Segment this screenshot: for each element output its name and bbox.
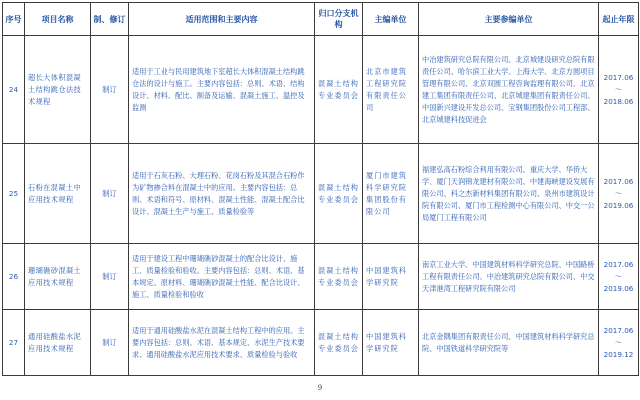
- row-scope: 适用于通用硅酸盐水泥在混凝土结构工程中的应用。主要内容包括：总则、术语、基本规定、水泥生产技术要求、通用硅酸盐水泥应用技术要求、质量检验与验收: [129, 310, 315, 376]
- table-row: [3, 144, 639, 244]
- header-row: [3, 3, 639, 36]
- period-start: 2017.06: [603, 72, 634, 82]
- standards-table: [2, 2, 639, 376]
- row-participants: 南京工业大学、中国建筑材料科学研究总院、中国路桥工程有限责任公司、中冶建筑研究总院有限公司、中交天津港湾工程研究院有限公司: [419, 244, 599, 310]
- row-name: 通用硅酸盐水泥应用技术规程: [25, 310, 91, 376]
- period-start: 2017.06: [603, 259, 634, 269]
- row-seq: 26: [3, 244, 25, 310]
- row-type: 制订: [91, 144, 129, 244]
- row-seq: 27: [3, 310, 25, 376]
- row-scope: 适用于石灰石粉、大理石粉、花岗石粉及其混合石粉作为矿物掺合料在混凝土中的应用。主要内容包括：总则、术语和符号、原材料、混凝土性能、混凝土配合比设计、混凝土生产与施工、质量检验等: [129, 144, 315, 244]
- table-row: [3, 310, 639, 376]
- row-period: [599, 36, 639, 144]
- period-end: 2019.06: [603, 283, 634, 293]
- header-type: 制、修订: [91, 3, 129, 36]
- row-participants: 福建弘高石粉综合利用有限公司、重庆大学、华侨大学、厦门天润锦龙建材有限公司、中建海峡建设发展有限公司、科之杰新材料集团有限公司、泉州市建筑设计院有限公司、厦门市工程检测中心有限公司、中交一公局厦门工程有限公司: [419, 144, 599, 244]
- row-name: 超长大体积混凝土结构跳仓法技术规程: [25, 36, 91, 144]
- row-editor: 中国建筑科学研究院: [363, 310, 419, 376]
- page-number: 9: [317, 384, 323, 392]
- row-participants: 中冶建筑研究总院有限公司、北京城建设研究总院有限责任公司、哈尔滨工业大学、上海大学、北京方圆项目管理有限公司、北京双圆工程咨询监理有限公司、北京建工集团有限责任公司、北京城建集团有限责任公司、中国新兴建设开发总公司、宝钢集团股份公司工程部、北京城建科技促进会: [419, 36, 599, 144]
- row-name: 石粉在混凝土中应用技术规程: [25, 144, 91, 244]
- header-scope: 适用范围和主要内容: [129, 3, 315, 36]
- header-name: 项目名称: [25, 3, 91, 36]
- row-name: 珊瑚礁砂混凝土应用技术规程: [25, 244, 91, 310]
- row-period: [599, 144, 639, 244]
- table-row: [3, 244, 639, 310]
- row-type: 制订: [91, 36, 129, 144]
- period-start: 2017.06: [603, 325, 634, 335]
- row-seq: 24: [3, 36, 25, 144]
- header-editor: 主编单位: [363, 3, 419, 36]
- row-org: 混凝土结构专业委员会: [315, 244, 363, 310]
- row-period: [599, 310, 639, 376]
- row-org: 混凝土结构专业委员会: [315, 310, 363, 376]
- period-start: 2017.06: [603, 176, 634, 186]
- period-tilde: ～: [614, 271, 623, 281]
- row-participants: 北京金隅集团有限责任公司、中国建筑材料科学研究总院、中国铁道科学研究院等: [419, 310, 599, 376]
- row-period: [599, 244, 639, 310]
- header-seq: 序号: [3, 3, 25, 36]
- period-end: 2019.12: [603, 349, 634, 359]
- row-type: 制订: [91, 244, 129, 310]
- row-editor: 厦门市建筑科学研究院集团股份有限公司: [363, 144, 419, 244]
- row-seq: 25: [3, 144, 25, 244]
- row-org: 混凝土结构专业委员会: [315, 36, 363, 144]
- period-tilde: ～: [614, 337, 623, 347]
- table-row: [3, 36, 639, 144]
- header-period: 起止年限: [599, 3, 639, 36]
- period-tilde: ～: [614, 84, 623, 94]
- row-scope: 适用于建设工程中珊瑚礁砂混凝土的配合比设计、施工、质量检验和验收。主要内容包括：总则、术语、基本规定、原材料、珊瑚礁砂混凝土性能、配合比设计、施工、质量检验和验收: [129, 244, 315, 310]
- header-org: 归口分支机构: [315, 3, 363, 36]
- header-participants: 主要参编单位: [419, 3, 599, 36]
- period-tilde: ～: [614, 188, 623, 198]
- row-scope: 适用于工业与民用建筑地下室超长大体积混凝土结构跳仓法的设计与施工。主要内容包括：总则、术语、结构设计、材料、配比、制备及运输、混凝土施工、温控及监测: [129, 36, 315, 144]
- row-type: 制订: [91, 310, 129, 376]
- period-end: 2019.06: [603, 200, 634, 210]
- row-org: 混凝土结构专业委员会: [315, 144, 363, 244]
- period-end: 2018.06: [603, 96, 634, 106]
- row-editor: 中国建筑科学研究院: [363, 244, 419, 310]
- row-editor: 北京市建筑工程研究院有限责任公司: [363, 36, 419, 144]
